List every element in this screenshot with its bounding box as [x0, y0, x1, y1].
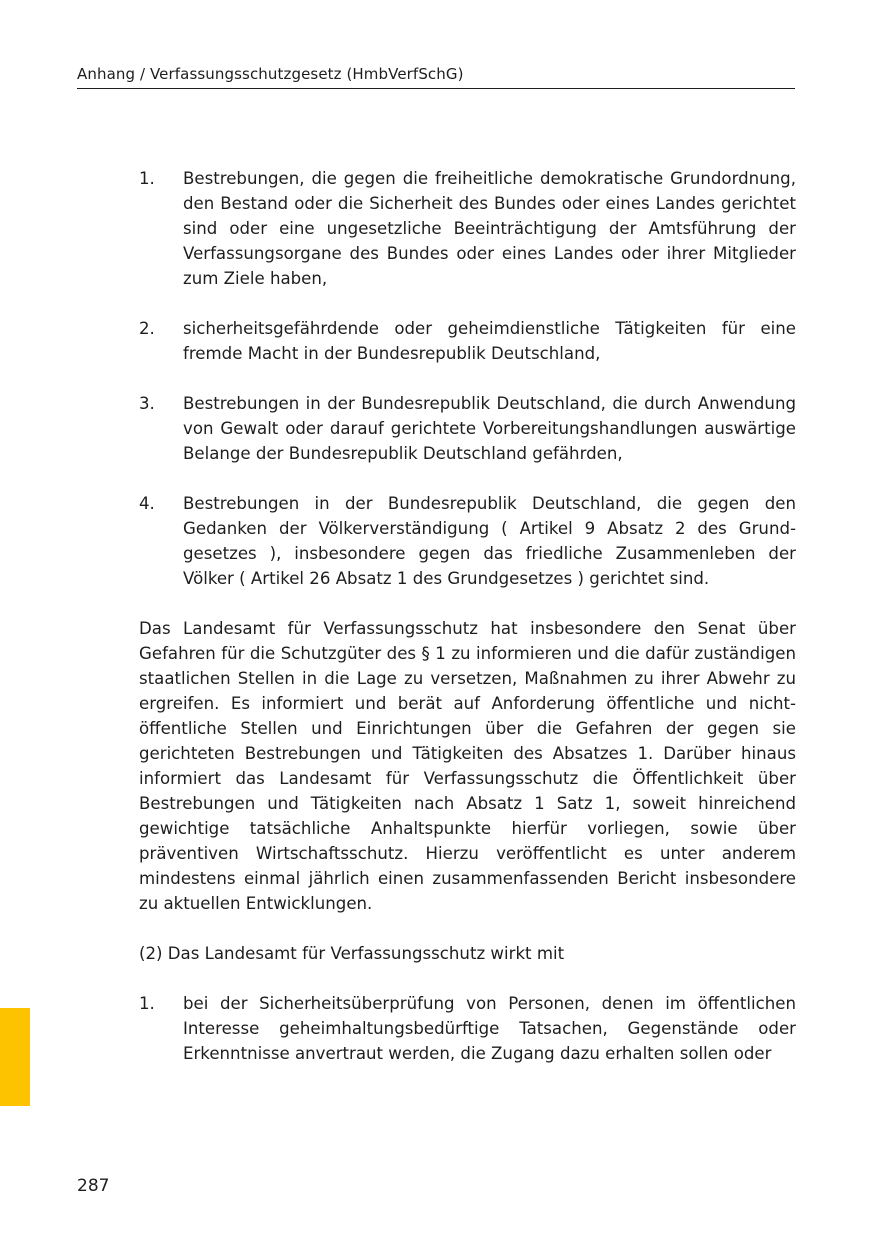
- list-item-number: 2.: [139, 319, 155, 338]
- list-item-text: sicherheitsgefährdende oder geheimdienstliche Tätigkeiten für eine fremde Macht in der Bundesrepublik Deutschland,: [183, 319, 796, 363]
- page-number: 287: [77, 1176, 110, 1196]
- list-item-number: 4.: [139, 494, 155, 513]
- numbered-list-first: [139, 166, 796, 591]
- page-body: [139, 166, 796, 1066]
- list-item: [139, 391, 796, 466]
- list-item-text: Bestrebungen, die gegen die freiheitliche demokratische Grundordnung, den Bestand oder die Sicherheit des Bundes oder eines Landes gerichtet sind oder eine ungesetzliche Beeinträchtigung der Amtsführung der Verfassungsorgane des Bundes oder eines Landes oder ihrer Mitglieder zum Ziele haben,: [183, 169, 796, 288]
- list-item: [139, 316, 796, 366]
- list-item-number: 1.: [139, 994, 155, 1013]
- list-item: [139, 491, 796, 591]
- body-paragraph: Das Landesamt für Verfassungsschutz hat insbesondere den Senat über Gefahren für die Schutzgüter des § 1 zu informieren und die dafür zuständigen staatlichen Stellen in die Lage zu versetzen, Maßnahmen zu ihrer Abwehr zu ergreifen. Es informiert und berät auf Anforderung öffentliche und nicht-öffentliche Stellen und Einrichtungen über die Gefahren der gegen sie gerichteten Bestrebungen und Tätigkeiten des Absatzes 1. Darüber hinaus informiert das Landesamt für Verfassungsschutz die Öffentlichkeit über Bestrebungen und Tätigkeiten nach Absatz 1 Satz 1, soweit hinreichend gewichtige tatsächliche Anhaltspunkte hierfür vorliegen, sowie über präventiven Wirtschaftsschutz. Hierzu veröffentlicht es unter anderem mindestens einmal jährlich einen zusammenfassenden Bericht insbesondere zu aktuellen Entwicklungen.: [139, 619, 796, 913]
- list-item-number: 3.: [139, 394, 155, 413]
- numbered-list-second: [139, 991, 796, 1066]
- running-header: Anhang / Verfassungsschutzgesetz (HmbVerfSchG): [77, 64, 795, 89]
- section-paragraph-two: (2) Das Landesamt für Verfassungsschutz wirkt mit: [139, 944, 565, 963]
- list-item-text: Bestrebungen in der Bundesrepublik Deutschland, die durch Anwendung von Gewalt oder darauf gerichtete Vorbereitungshandlungen auswärtige Belange der Bundesrepublik Deutschland gefährden,: [183, 394, 796, 463]
- list-item: [139, 991, 796, 1066]
- list-item-text: bei der Sicherheitsüberprüfung von Personen, denen im öffentlichen Interesse geheimhaltungsbedürftige Tatsachen, Gegenstände oder Erkenntnisse anvertraut werden, die Zugang dazu erhalten sollen oder: [183, 994, 796, 1063]
- list-item: [139, 166, 796, 291]
- list-item-text: Bestrebungen in der Bundesrepublik Deutschland, die gegen den Gedanken der Völkerverständigung ( Artikel 9 Absatz 2 des Grundgesetzes ), insbesondere gegen das friedliche Zusammenleben der Völker ( Artikel 26 Absatz 1 des Grundgesetzes ) gerichtet sind.: [183, 494, 796, 588]
- chapter-tab-marker: [0, 1008, 30, 1106]
- list-item-number: 1.: [139, 169, 155, 188]
